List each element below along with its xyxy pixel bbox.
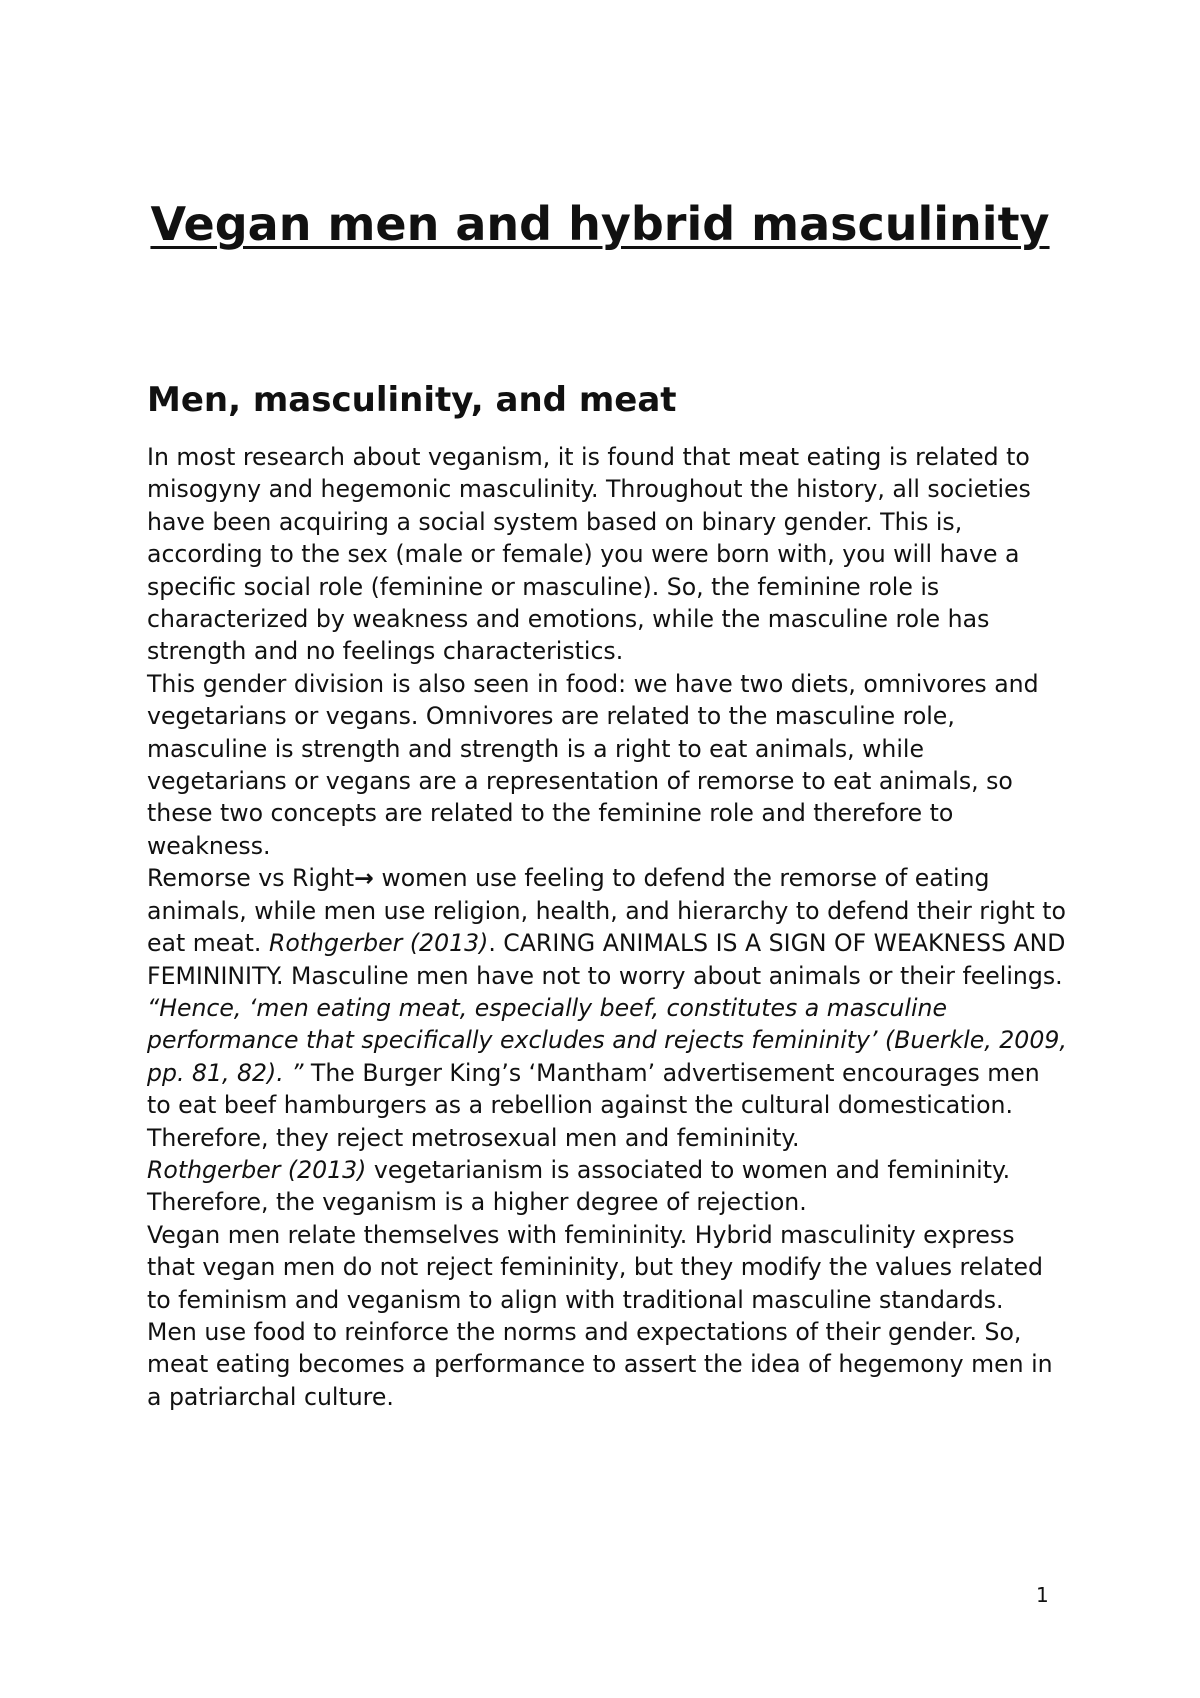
paragraph-3-text-2: . CARING ANIMALS IS A SIGN OF WEAKNESS AND FEMININITY. Masculine men have not to worry about animals or their feelings. <box>147 929 1066 990</box>
citation-rothgerber-2: Rothgerber (2013) <box>147 1155 367 1184</box>
paragraph-5 <box>147 1154 1067 1219</box>
paragraph-4-text: The Burger King’s ‘Mantham’ advertisement encourages men to eat beef hamburgers as a rebellion against the cultural domestication. Therefore, they reject metrosexual men and femininity. <box>147 1058 1040 1152</box>
page-number: 1 <box>1036 1583 1049 1607</box>
paragraph-1: In most research about veganism, it is found that meat eating is related to misogyny and hegemonic masculinity. Throughout the history, all societies have been acquiring a social system based on binary gender. This is, according to the sex (male or female) you were born with, you will have a specific social role (feminine or masculine). So, the feminine role is characterized by weakness and emotions, while the masculine role has strength and no feelings characteristics. <box>147 443 1031 666</box>
block-quote: “Hence, ‘men eating meat, especially beef, constitutes a masculine performance that specifically excludes and rejects femininity’ (Buerkle, 2009, pp. 81, 82). ” <box>147 993 1067 1087</box>
body-text <box>147 441 1067 1413</box>
right-arrow-icon: → <box>354 864 374 893</box>
paragraph-3-text-1: women use feeling to defend the remorse of eating animals, while men use religion, health, and hierarchy to defend their right to eat meat. <box>147 864 1066 958</box>
paragraph-2: This gender division is also seen in food: we have two diets, omnivores and vegetarians or vegans. Omnivores are related to the masculine role, masculine is strength and strength is a right to eat animals, while vegetarians or vegans are a representation of remorse to eat animals, so these two concepts are related to the feminine role and therefore to weakness. <box>147 669 1039 860</box>
paragraph-5-text: vegetarianism is associated to women and femininity. Therefore, the veganism is a higher degree of rejection. <box>147 1155 1011 1217</box>
paragraph-7: Men use food to reinforce the norms and expectations of their gender. So, meat eating becomes a performance to assert the idea of hegemony men in a patriarchal culture. <box>147 1317 1053 1411</box>
document-title: Vegan men and hybrid masculinity <box>150 197 1050 251</box>
paragraph-3 <box>147 862 1067 992</box>
paragraph-3-lead: Remorse vs Right <box>147 864 355 893</box>
citation-rothgerber: Rothgerber (2013) <box>268 929 489 958</box>
section-heading: Men, masculinity, and meat <box>147 380 677 420</box>
paragraph-4 <box>147 992 1067 1154</box>
paragraph-6: Vegan men relate themselves with femininity. Hybrid masculinity express that vegan men do not reject femininity, but they modify the values related to feminism and veganism to align with traditional masculine standards. <box>147 1220 1043 1314</box>
